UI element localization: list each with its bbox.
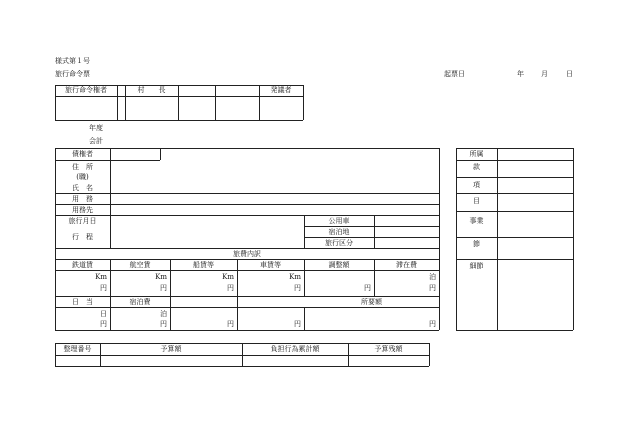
car-yen-unit: 円 <box>294 284 301 292</box>
address-label: 住 所 <box>72 163 93 171</box>
section-label: 款 <box>473 163 480 171</box>
proposer-label: 発議者 <box>270 86 292 94</box>
issue-date-label: 起票日 <box>444 70 465 78</box>
stay-nights-unit: 泊 <box>429 273 436 281</box>
lodging-nights-unit: 泊 <box>160 310 167 318</box>
node-label: 節 <box>473 240 480 248</box>
allowance-days-unit: 日 <box>100 310 107 318</box>
lodging-yen-unit: 円 <box>160 320 167 328</box>
remaining-label: 予算残額 <box>374 345 403 353</box>
travel-date-label: 旅行月日 <box>68 217 97 225</box>
required-amount-label: 所要額 <box>361 298 382 306</box>
expense-header-adjust: 調整額 <box>328 261 350 269</box>
expense-header-ship: 船賃等 <box>193 261 214 269</box>
expense-header-air: 航空賃 <box>129 261 151 269</box>
expense-header-car: 車賃等 <box>260 261 281 269</box>
position-label: (職) <box>76 173 89 181</box>
ship-yen-unit: 円 <box>227 284 234 292</box>
form-title: 旅行命令票 <box>55 70 90 78</box>
stay-yen-unit: 円 <box>429 284 436 292</box>
col3-yen-unit: 円 <box>227 320 234 328</box>
lodging-place-label: 宿泊地 <box>328 228 350 236</box>
ref-number-label: 整理番号 <box>63 345 92 353</box>
detail-label: 細節 <box>469 262 484 270</box>
budget-label: 予算額 <box>160 345 182 353</box>
issuer-label: 旅行命令権者 <box>65 86 107 94</box>
car-km-unit: Km <box>289 273 301 281</box>
day-label: 日 <box>566 70 573 78</box>
month-label: 月 <box>541 70 548 78</box>
expense-header-rail: 鉄道賃 <box>72 261 93 269</box>
fiscal-year-label: 年度 <box>89 124 103 132</box>
rail-km-unit: Km <box>95 273 107 281</box>
form-number: 様式第１号 <box>55 57 90 65</box>
allowance-yen-unit: 円 <box>100 320 107 328</box>
item-label: 項 <box>473 181 480 189</box>
required-yen-unit: 円 <box>429 320 436 328</box>
air-yen-unit: 円 <box>160 284 167 292</box>
adjust-yen-unit: 円 <box>364 284 371 292</box>
name-label: 氏 名 <box>72 184 93 192</box>
expense-header-stay: 滞在費 <box>396 261 417 269</box>
ship-km-unit: Km <box>222 273 234 281</box>
travel-class-label: 旅行区分 <box>325 239 353 247</box>
official-car-label: 公用車 <box>328 217 350 225</box>
year-label: 年 <box>517 70 524 78</box>
daily-allowance-label: 日 当 <box>72 298 93 306</box>
rail-yen-unit: 円 <box>100 284 107 292</box>
col4-yen-unit: 円 <box>294 320 301 328</box>
mayor-label: 村 長 <box>137 86 166 94</box>
itinerary-label: 行 程 <box>72 233 93 241</box>
account-label: 会計 <box>89 137 103 145</box>
expense-breakdown-label: 旅費内訳 <box>233 250 261 258</box>
subitem-label: 目 <box>473 197 480 205</box>
project-label: 事業 <box>469 217 484 225</box>
burden-label: 負担行為累計額 <box>270 345 320 353</box>
business-label: 用 務 <box>72 195 93 203</box>
lodging-fee-label: 宿泊費 <box>129 298 151 306</box>
creditor-label: 債権者 <box>72 150 93 158</box>
air-km-unit: Km <box>155 273 167 281</box>
destination-label: 用務先 <box>72 206 93 214</box>
department-label: 所属 <box>469 150 484 158</box>
